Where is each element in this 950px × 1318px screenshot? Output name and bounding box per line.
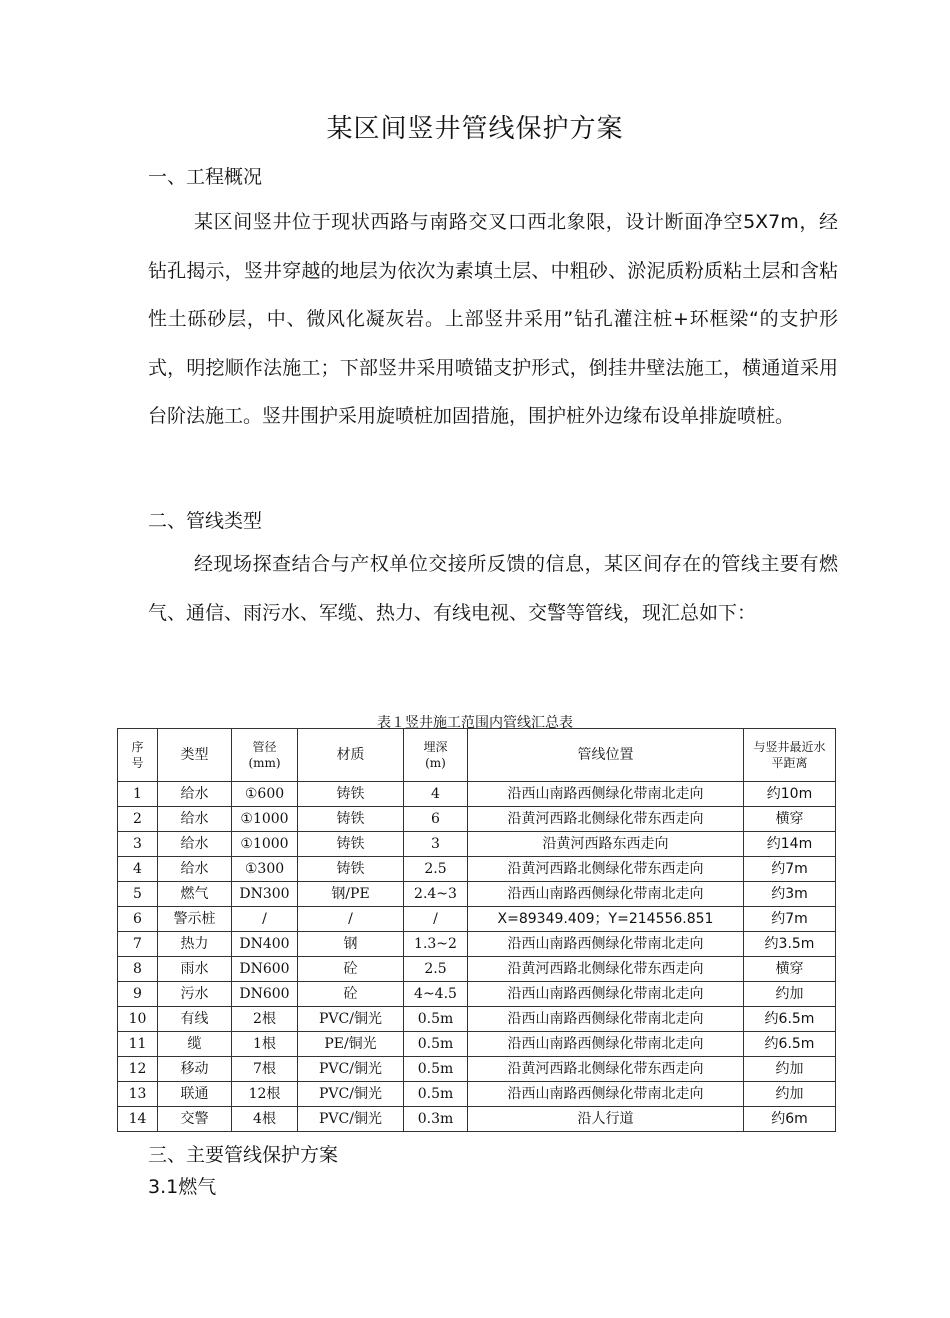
cell-location: 沿人行道 bbox=[468, 1107, 744, 1132]
cell-location: 沿黄河西路北侧绿化带东西走向 bbox=[468, 1057, 744, 1082]
table-caption: 表１竖井施工范围内管线汇总表 bbox=[377, 715, 573, 731]
cell-distance: 约6m bbox=[744, 1107, 836, 1132]
cell-diameter: 2根 bbox=[232, 1007, 298, 1032]
cell-location: 沿黄河西路北侧绿化带东西走向 bbox=[468, 857, 744, 882]
overview-paragraph: 某区间竖井位于现状西路与南路交叉口西北象限，设计断面净空5X7m，经钻孔揭示，竖井穿越的地层为依次为素填土层、中粗砂、淤泥质粉质粘土层和含粘性土砾砂层，中、微风化凝灰岩。上部竖井采用”钻孔灌注桩+环框梁“的支护形式，明挖顺作法施工；下部竖井采用喷锚支护形式，倒挂井壁法施工，横通道采用台阶法施工。竖井围护采用旋喷桩加固措施，围护桩外边缘布设单排旋喷桩。 bbox=[148, 211, 838, 427]
cell-depth: / bbox=[404, 907, 468, 932]
cell-distance: 约加 bbox=[744, 982, 836, 1007]
cell-material: PVC/铜光 bbox=[298, 1007, 404, 1032]
cell-serial-no: 14 bbox=[118, 1107, 158, 1132]
cell-serial-no: 6 bbox=[118, 907, 158, 932]
cell-material: 钢/PE bbox=[298, 882, 404, 907]
cell-diameter: DN600 bbox=[232, 982, 298, 1007]
cell-location: 沿西山南路西侧绿化带南北走向 bbox=[468, 1007, 744, 1032]
cell-diameter: / bbox=[232, 907, 298, 932]
cell-location: 沿西山南路西侧绿化带南北走向 bbox=[468, 782, 744, 807]
cell-type: 热力 bbox=[158, 932, 232, 957]
cell-serial-no: 12 bbox=[118, 1057, 158, 1082]
cell-depth: 2.5 bbox=[404, 957, 468, 982]
cell-depth: 4 bbox=[404, 782, 468, 807]
cell-diameter: 12根 bbox=[232, 1082, 298, 1107]
section-heading-overview: 一、工程概况 bbox=[148, 166, 263, 188]
cell-distance: 横穿 bbox=[744, 957, 836, 982]
cell-location: 沿黄河西路东西走向 bbox=[468, 832, 744, 857]
table-row bbox=[118, 882, 836, 907]
cell-serial-no: 8 bbox=[118, 957, 158, 982]
cell-distance: 约7m bbox=[744, 907, 836, 932]
cell-location: 沿黄河西路北侧绿化带东西走向 bbox=[468, 957, 744, 982]
cell-serial-no: 2 bbox=[118, 807, 158, 832]
cell-location: 沿西山南路西侧绿化带南北走向 bbox=[468, 1082, 744, 1107]
table-row bbox=[118, 1082, 836, 1107]
section-heading-pipe-types: 二、管线类型 bbox=[148, 510, 263, 532]
cell-material: / bbox=[298, 907, 404, 932]
section-heading-protection: 三、主要管线保护方案 bbox=[148, 1144, 339, 1166]
cell-type: 联通 bbox=[158, 1082, 232, 1107]
cell-material: 砼 bbox=[298, 982, 404, 1007]
cell-type: 雨水 bbox=[158, 957, 232, 982]
cell-depth: 1.3~2 bbox=[404, 932, 468, 957]
cell-material: 铸铁 bbox=[298, 807, 404, 832]
table-row bbox=[118, 832, 836, 857]
cell-depth: 0.5m bbox=[404, 1007, 468, 1032]
cell-diameter: 4根 bbox=[232, 1107, 298, 1132]
cell-material: 铸铁 bbox=[298, 782, 404, 807]
pipe-types-paragraph: 经现场探查结合与产权单位交接所反馈的信息，某区间存在的管线主要有燃气、通信、雨污水、军缆、热力、有线电视、交警等管线，现汇总如下： bbox=[148, 553, 838, 624]
header-type: 类型 bbox=[158, 729, 232, 782]
cell-diameter: ①300 bbox=[232, 857, 298, 882]
cell-distance: 约加 bbox=[744, 1082, 836, 1107]
cell-location: X=89349.409；Y=214556.851 bbox=[468, 907, 744, 932]
cell-depth: 0.5m bbox=[404, 1082, 468, 1107]
cell-serial-no: 1 bbox=[118, 782, 158, 807]
cell-distance: 约6.5m bbox=[744, 1007, 836, 1032]
cell-depth: 2.4~3 bbox=[404, 882, 468, 907]
table-row bbox=[118, 907, 836, 932]
header-material: 材质 bbox=[298, 729, 404, 782]
cell-material: 砼 bbox=[298, 957, 404, 982]
cell-location: 沿西山南路西侧绿化带南北走向 bbox=[468, 882, 744, 907]
cell-type: 交警 bbox=[158, 1107, 232, 1132]
cell-material: PVC/铜光 bbox=[298, 1082, 404, 1107]
cell-depth: 4~4.5 bbox=[404, 982, 468, 1007]
cell-depth: 0.5m bbox=[404, 1057, 468, 1082]
table-row bbox=[118, 1007, 836, 1032]
cell-material: PVC/铜光 bbox=[298, 1107, 404, 1132]
cell-distance: 约3m bbox=[744, 882, 836, 907]
cell-diameter: 7根 bbox=[232, 1057, 298, 1082]
cell-material: PVC/铜光 bbox=[298, 1057, 404, 1082]
cell-type: 缆 bbox=[158, 1032, 232, 1057]
cell-diameter: DN300 bbox=[232, 882, 298, 907]
header-diameter: 管径 (mm) bbox=[232, 729, 298, 782]
cell-distance: 横穿 bbox=[744, 807, 836, 832]
cell-serial-no: 5 bbox=[118, 882, 158, 907]
cell-distance: 约6.5m bbox=[744, 1032, 836, 1057]
cell-diameter: ①1000 bbox=[232, 832, 298, 857]
cell-serial-no: 7 bbox=[118, 932, 158, 957]
cell-depth: 6 bbox=[404, 807, 468, 832]
cell-type: 警示桩 bbox=[158, 907, 232, 932]
cell-distance: 约7m bbox=[744, 857, 836, 882]
cell-serial-no: 9 bbox=[118, 982, 158, 1007]
header-location: 管线位置 bbox=[468, 729, 744, 782]
cell-type: 给水 bbox=[158, 807, 232, 832]
cell-serial-no: 3 bbox=[118, 832, 158, 857]
cell-material: 铸铁 bbox=[298, 857, 404, 882]
table-row bbox=[118, 782, 836, 807]
cell-depth: 3 bbox=[404, 832, 468, 857]
subsection-gas: 3.1燃气 bbox=[148, 1176, 217, 1198]
cell-distance: 约加 bbox=[744, 1057, 836, 1082]
cell-diameter: 1根 bbox=[232, 1032, 298, 1057]
cell-material: 钢 bbox=[298, 932, 404, 957]
cell-location: 沿西山南路西侧绿化带南北走向 bbox=[468, 1032, 744, 1057]
cell-depth: 0.3m bbox=[404, 1107, 468, 1132]
cell-serial-no: 11 bbox=[118, 1032, 158, 1057]
document-title: 某区间竖井管线保护方案 bbox=[326, 114, 624, 144]
table-row bbox=[118, 982, 836, 1007]
cell-serial-no: 13 bbox=[118, 1082, 158, 1107]
cell-type: 移动 bbox=[158, 1057, 232, 1082]
header-distance: 与竖井最近水 平距离 bbox=[744, 729, 836, 782]
cell-type: 污水 bbox=[158, 982, 232, 1007]
cell-depth: 0.5m bbox=[404, 1032, 468, 1057]
cell-distance: 约10m bbox=[744, 782, 836, 807]
header-depth: 埋深 (m) bbox=[404, 729, 468, 782]
cell-location: 沿西山南路西侧绿化带南北走向 bbox=[468, 932, 744, 957]
cell-location: 沿西山南路西侧绿化带南北走向 bbox=[468, 982, 744, 1007]
table-row bbox=[118, 807, 836, 832]
table-row bbox=[118, 932, 836, 957]
cell-distance: 约14m bbox=[744, 832, 836, 857]
header-serial-no: 序 号 bbox=[118, 729, 158, 782]
table-row bbox=[118, 957, 836, 982]
cell-type: 给水 bbox=[158, 832, 232, 857]
cell-type: 有线 bbox=[158, 1007, 232, 1032]
cell-distance: 约3.5m bbox=[744, 932, 836, 957]
cell-serial-no: 4 bbox=[118, 857, 158, 882]
cell-material: PE/铜光 bbox=[298, 1032, 404, 1057]
table-row bbox=[118, 1032, 836, 1057]
cell-diameter: ①600 bbox=[232, 782, 298, 807]
pipeline-summary-table bbox=[117, 728, 836, 1132]
cell-type: 给水 bbox=[158, 782, 232, 807]
table-row bbox=[118, 857, 836, 882]
cell-serial-no: 10 bbox=[118, 1007, 158, 1032]
cell-diameter: DN400 bbox=[232, 932, 298, 957]
cell-material: 铸铁 bbox=[298, 832, 404, 857]
cell-diameter: ①1000 bbox=[232, 807, 298, 832]
table-row bbox=[118, 1057, 836, 1082]
cell-type: 燃气 bbox=[158, 882, 232, 907]
table-header-row bbox=[118, 729, 836, 782]
cell-depth: 2.5 bbox=[404, 857, 468, 882]
cell-location: 沿黄河西路北侧绿化带东西走向 bbox=[468, 807, 744, 832]
cell-type: 给水 bbox=[158, 857, 232, 882]
cell-diameter: DN600 bbox=[232, 957, 298, 982]
table-row bbox=[118, 1107, 836, 1132]
